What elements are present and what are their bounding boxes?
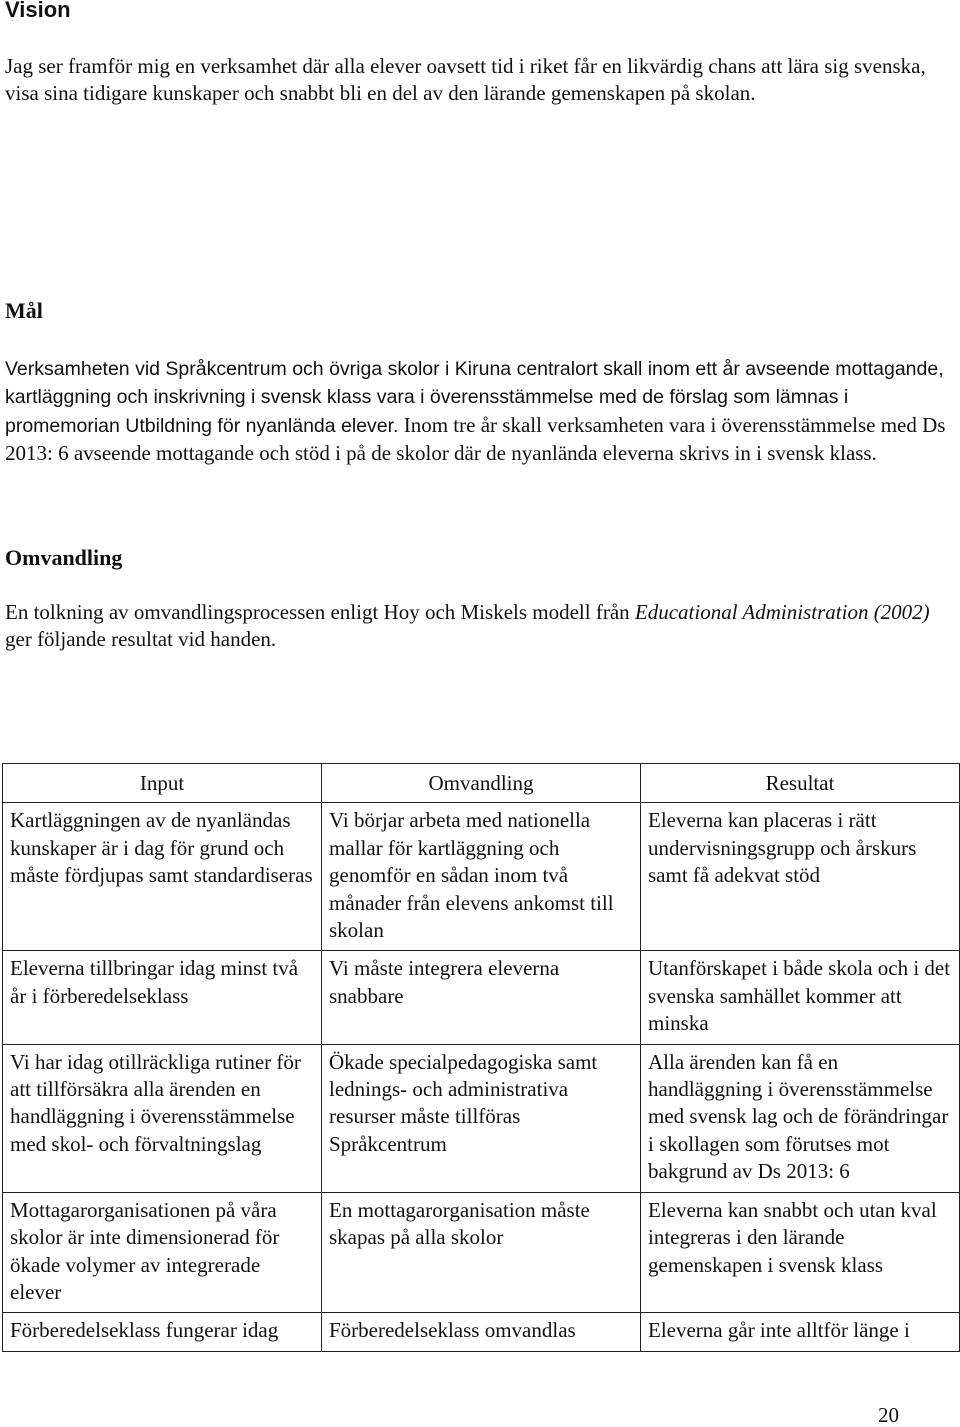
omvandling-text-after: ger följande resultat vid handen. bbox=[5, 627, 277, 652]
mal-heading: Mål bbox=[5, 298, 43, 323]
header-resultat: Resultat bbox=[641, 764, 960, 803]
page-number: 20 bbox=[878, 1403, 899, 1427]
omvandling-text-before: En tolkning av omvandlingsprocessen enligt Hoy och Miskels modell från bbox=[5, 600, 635, 624]
table-cell: Vi börjar arbeta med nationella mallar för kartläggning och genomför en sådan inom två månader från elevens ankomst till skolan bbox=[322, 803, 641, 951]
vision-paragraph: Jag ser framför mig en verksamhet där alla elever oavsett tid i riket får en likvärdig chans att lära sig svenska, visa sina tidigare kunskaper och snabbt bli en del av den lärande gemenskapen på skolan. bbox=[5, 54, 926, 106]
mal-paragraph-part1: Verksamheten vid Språkcentrum och övriga skolor i Kiruna centralort skall inom ett år avseende mottagande, kartläggning och inskrivning i svensk klass vara i överensstämmelse med de förslag som lämnas i promemorian Utbildning för nyanlända elever. bbox=[5, 358, 944, 437]
table-cell: Eleverna tillbringar idag minst två år i förberedelseklass bbox=[3, 951, 322, 1044]
table-cell: Eleverna kan snabbt och utan kval integreras i den lärande gemenskapen i svensk klass bbox=[641, 1192, 960, 1313]
omvandling-heading: Omvandling bbox=[5, 545, 123, 570]
table-header-row bbox=[3, 764, 960, 803]
table-cell: En mottagarorganisation måste skapas på alla skolor bbox=[322, 1192, 641, 1313]
table-cell: Ökade specialpedagogiska samt lednings- och administrativa resurser måste tillföras Språkcentrum bbox=[322, 1044, 641, 1192]
mal-paragraph bbox=[5, 355, 955, 467]
table-cell: Förberedelseklass fungerar idag bbox=[3, 1313, 322, 1351]
table-row bbox=[3, 951, 960, 1044]
omvandling-paragraph bbox=[5, 599, 955, 654]
table-row bbox=[3, 1192, 960, 1313]
table-cell: Mottagarorganisationen på våra skolor är inte dimensionerad för ökade volymer av integrerade elever bbox=[3, 1192, 322, 1313]
table-cell: Eleverna går inte alltför länge i bbox=[641, 1313, 960, 1351]
table-cell: Förberedelseklass omvandlas bbox=[322, 1313, 641, 1351]
header-omvandling: Omvandling bbox=[322, 764, 641, 803]
table-cell: Kartläggningen av de nyanländas kunskaper är i dag för grund och måste fördjupas samt standardiseras bbox=[3, 803, 322, 951]
vision-heading: Vision bbox=[5, 0, 71, 22]
mal-paragraph-part2: Inom tre år skall verksamheten vara i överensstämmelse med Ds 2013: 6 avseende mottagande och stöd i på de skolor där de nyanlända eleverna skrivs in i svensk klass. bbox=[5, 412, 946, 465]
header-input: Input bbox=[3, 764, 322, 803]
table-cell: Vi har idag otillräckliga rutiner för att tillförsäkra alla ärenden en handläggning i överensstämmelse med skol- och förvaltningslag bbox=[3, 1044, 322, 1192]
table-cell: Eleverna kan placeras i rätt undervisningsgrupp och årskurs samt få adekvat stöd bbox=[641, 803, 960, 951]
table-cell: Alla ärenden kan få en handläggning i överensstämmelse med svensk lag och de förändringar i skollagen som förutses mot bakgrund av Ds 2013: 6 bbox=[641, 1044, 960, 1192]
table-row bbox=[3, 803, 960, 951]
table-row bbox=[3, 1044, 960, 1192]
table-cell: Utanförskapet i både skola och i det svenska samhället kommer att minska bbox=[641, 951, 960, 1044]
transformation-table bbox=[2, 763, 960, 1352]
table-row bbox=[3, 1313, 960, 1351]
table-cell: Vi måste integrera eleverna snabbare bbox=[322, 951, 641, 1044]
omvandling-citation: Educational Administration (2002) bbox=[634, 600, 930, 624]
